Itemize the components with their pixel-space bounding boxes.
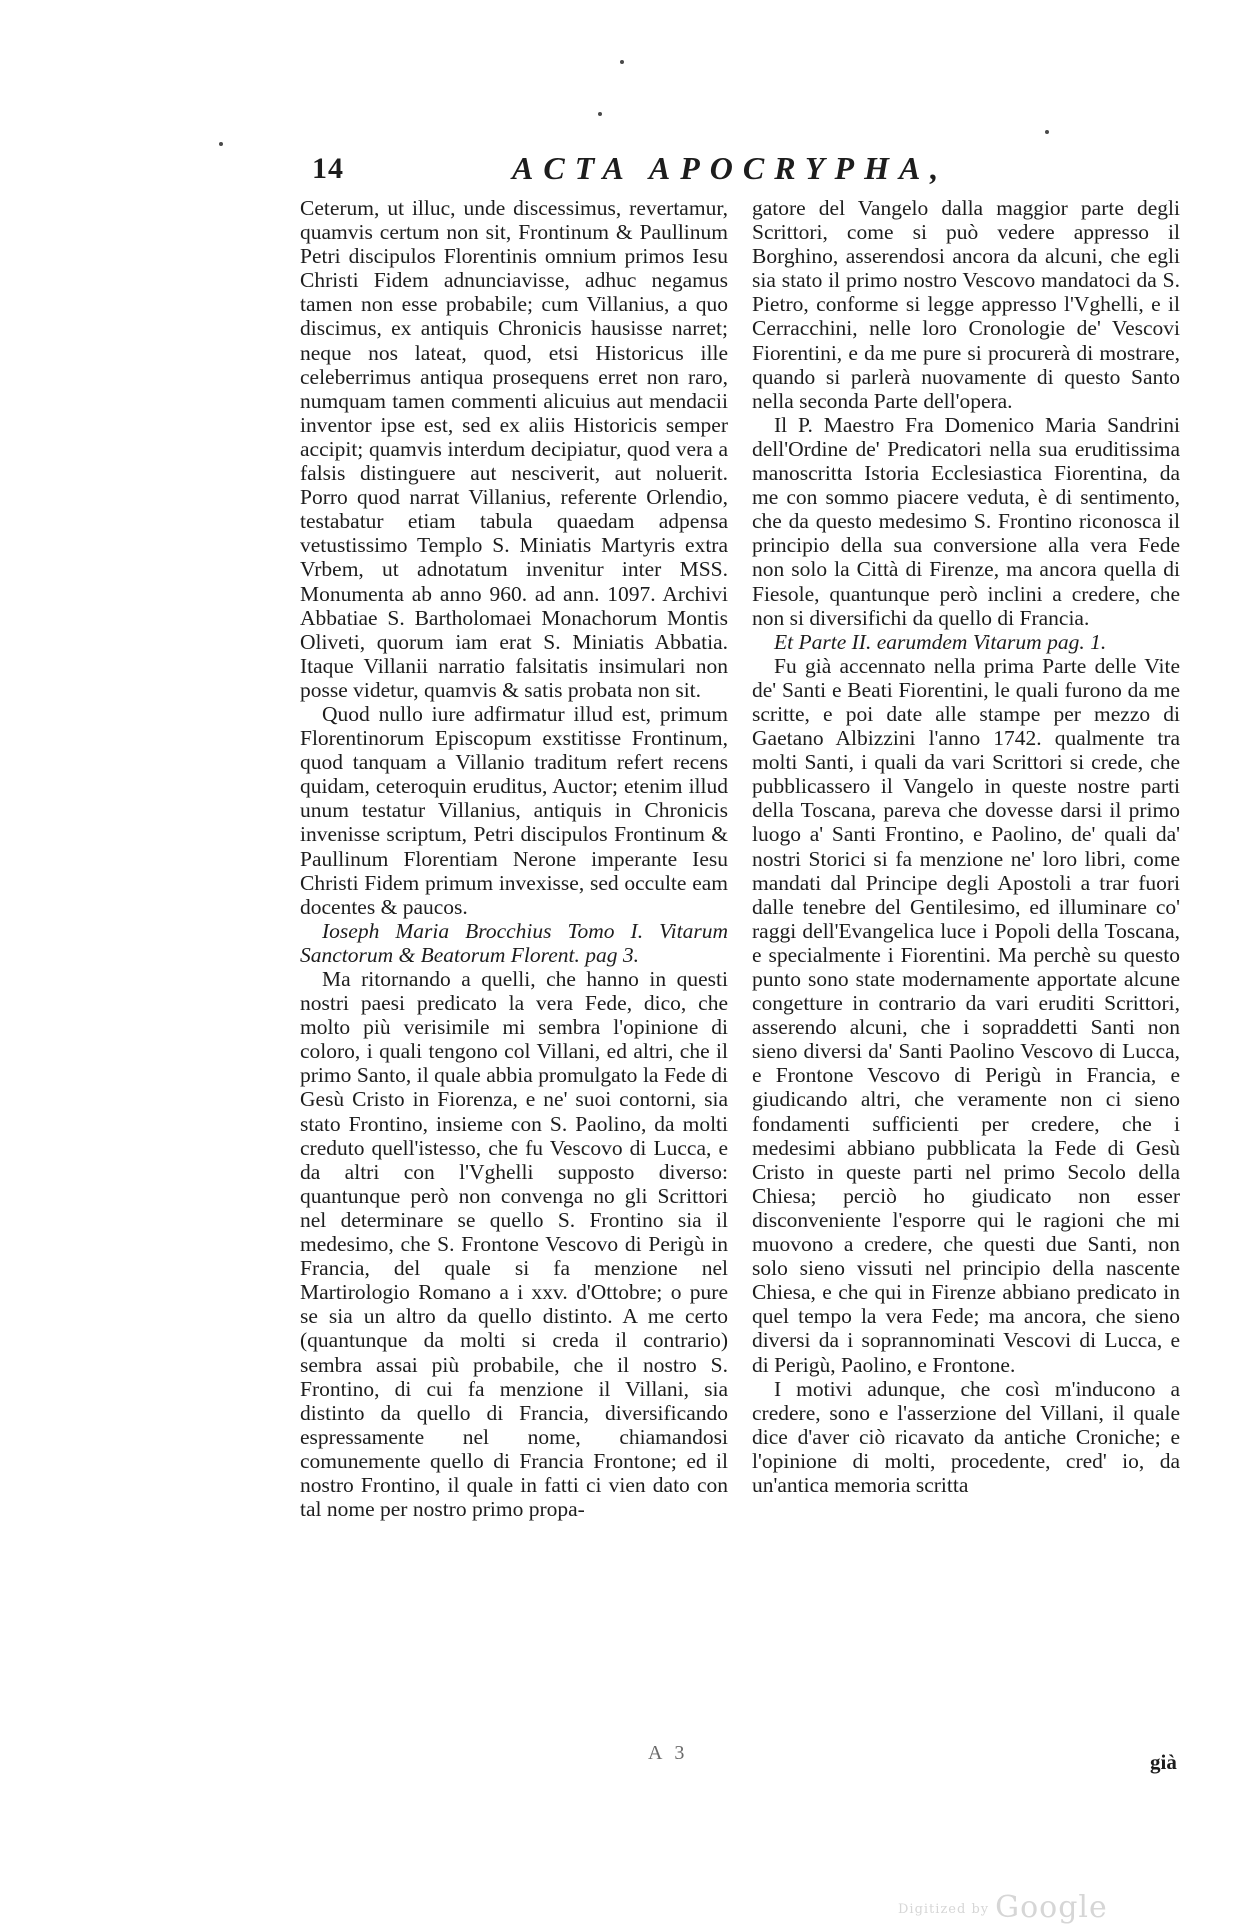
watermark-prefix: Digitized by <box>898 1901 990 1917</box>
running-title: ACTA APOCRYPHA, <box>512 150 949 186</box>
paragraph: Ma ritornando a quelli, che hanno in questi nostri paesi predicato la vera Fede, dico, che molto più verisimile mi sembra l'opinione di coloro, i quali tengono col Villani, ed altri, che il primo Santo, il quale abbia promulgato la Fede di Gesù Cristo in Fiorenza, e ne' suoi contorni, sia stato Frontino, insieme con S. Paolino, da molti creduto quell'istesso, che fu Vescovo di Lucca, e da altri con l'Vghelli supposto diverso: quantunque però non convenga no gli Scrittori nel determinare se quello S. Frontino sia il medesimo, che S. Frontone Vescovo di Perigù in Francia, del quale si fa menzione nel Martirologio Romano a i xxv. d'Ottobre; o pure se sia un altro da quello distinto. A me certo (quantunque da molti si creda il contrario) sembra assai più probabile, che il nostro S. Frontino, di cui fa menzione il Villani, sia distinto da quello di Francia, diversificando espressamente nel nome, chiamandosi comunemente quello di Francia Frontone; ed il nostro Frontino, il quale in fatti ci vien dato con tal nome per nostro primo propa- <box>300 967 728 1522</box>
watermark-brand: Google <box>995 1890 1108 1925</box>
paragraph: gatore del Vangelo dalla maggior parte degli Scrittori, come si può vedere appresso il Borghino, asserendosi ancora da alcuni, che egli sia stato il primo nostro Vescovo mandatoci da S. Pietro, conforme si legge appresso l'Vghelli, e il Cerracchini, nelle loro Cronologie de' Vescovi Fiorentini, e da me pure si procurerà di mostrare, quando si parlerà nuovamente di questo Santo nella seconda Parte dell'opera. <box>752 196 1180 413</box>
digitization-watermark <box>898 1890 1108 1925</box>
paragraph: I motivi adunque, che così m'inducono a credere, sono e l'asserzione del Villani, il quale dice d'aver ciò ricavato da antiche Croniche; e l'opinione di molti, procedente, cred' io, da un'antica memoria scritta <box>752 1376 1180 1497</box>
page-number: 14 <box>312 152 344 185</box>
citation: Ioseph Maria Brocchius Tomo I. Vitarum Sanctorum & Beatorum Florent. pag 3. <box>300 918 728 967</box>
right-column <box>752 196 1180 1497</box>
paragraph: Fu già accennato nella prima Parte delle Vite de' Santi e Beati Fiorentini, le quali furono da me scritte, e poi date alle stampe per mezzo di Gaetano Albizzini l'anno 1742. qualmente tra molti Santi, i quali da vari Scrittori si crede, che pubblicassero il Vangelo in queste nostre parti della Toscana, pareva che dovesse darsi il primo luogo a' Santi Frontino, e Paolino, de' quali da' nostri Storici si fa menzione ne' loro libri, come mandati dal Principe degli Apostoli a trar fuori dalle tenebre del Gentilesimo, ed illuminare co' raggi dell'Evangelica luce i Popoli della Toscana, e specialmente i Fiorentini. Ma perchè su questo punto sono state modernamente apportate alcune congetture in contrario da vari eruditi Scrittori, asserendo alcuni, che i sopraddetti Santi non sieno diversi da' Santi Paolino Vescovo di Lucca, e Frontone Vescovo di Perigù in Francia, e giudicando altri, che veramente non ci sieno fondamenti sufficienti per credere, che i medesimi abbiano pubblicata la Fede di Gesù Cristo in queste parti nel primo Secolo della Chiesa; perciò ho giudicato non esser disconveniente l'esporre qui le ragioni che mi muovono a credere, che questi due Santi, non solo sieno vissuti nel principio della nascente Chiesa, e che qui in Firenze abbiano predicato in quel tempo la vera Fede; ma ancora, che sieno diversi da i soprannominati Vescovi di Lucca, e di Perigù, Paolino, e Frontone. <box>752 653 1180 1377</box>
page-header <box>312 148 1172 198</box>
signature-mark: A 3 <box>648 1742 689 1764</box>
speck <box>1045 130 1049 134</box>
paragraph: Il P. Maestro Fra Domenico Maria Sandrini dell'Ordine de' Predicatori nella sua eruditissima manoscritta Istoria Ecclesiastica Fiorentina, da me con sommo piacere veduta, è di sentimento, che da questo medesimo S. Frontino riconosca il principio della sua conversione alla vera Fede non solo la Città di Firenze, ma ancora quella di Fiesole, quantunque però inclini a credere, che non si diversifichi da quello di Francia. <box>752 412 1180 630</box>
citation: Et Parte II. earumdem Vitarum pag. 1. <box>774 629 1107 654</box>
paragraph: Ceterum, ut illuc, unde discessimus, revertamur, quamvis certum non sit, Frontinum & Paullinum Petri discipulos Florentinis omnium primos Iesu Christi Fidem adnunciavisse, adhuc negamus tamen non esse probabile; cum Villanius, a quo discimus, ex antiquis Chronicis hausisse narret; neque nos lateat, quod, etsi Historicus ille celeberrimus antiqua prosequens erret non raro, numquam tamen commenti alicuius aut mendacii inventor ipse est, sed ex aliis Historicis semper accipit; quamvis interdum decipiatur, quod vera a falsis distinguere aut nesciverit, aut noluerit. Porro quod narrat Villanius, referente Orlendio, testabatur etiam tabula quaedam adpensa vetustissimo Templo S. Miniatis Martyris extra Vrbem, ut adnotatum invenitur inter MSS. Monumenta ab anno 960. ad ann. 1097. Archivi Abbatiae S. Bartholomaei Monachorum Montis Oliveti, quorum iam erat S. Miniatis Abbatia. Itaque Villanii narratio falsitatis insimulari non posse videtur, quamvis & satis probata non sit. <box>300 196 728 702</box>
paragraph: Quod nullo iure adfirmatur illud est, primum Florentinorum Episcopum exstitisse Frontinum, quod tanquam a Villanio traditum refert recens quidam, ceteroquin eruditus, Auctor; etenim illud unum testatur Villanius, antiquis in Chronicis invenisse scriptum, Petri discipulos Frontinum & Paullinum Florentiam Nerone imperante Iesu Christi Fidem primum invexisse, sed occulte eam docentes & paucos. <box>300 701 728 919</box>
catchword: già <box>1150 1750 1177 1774</box>
speck <box>598 112 602 116</box>
speck <box>620 60 624 64</box>
speck <box>219 142 223 146</box>
left-column <box>300 196 728 1521</box>
